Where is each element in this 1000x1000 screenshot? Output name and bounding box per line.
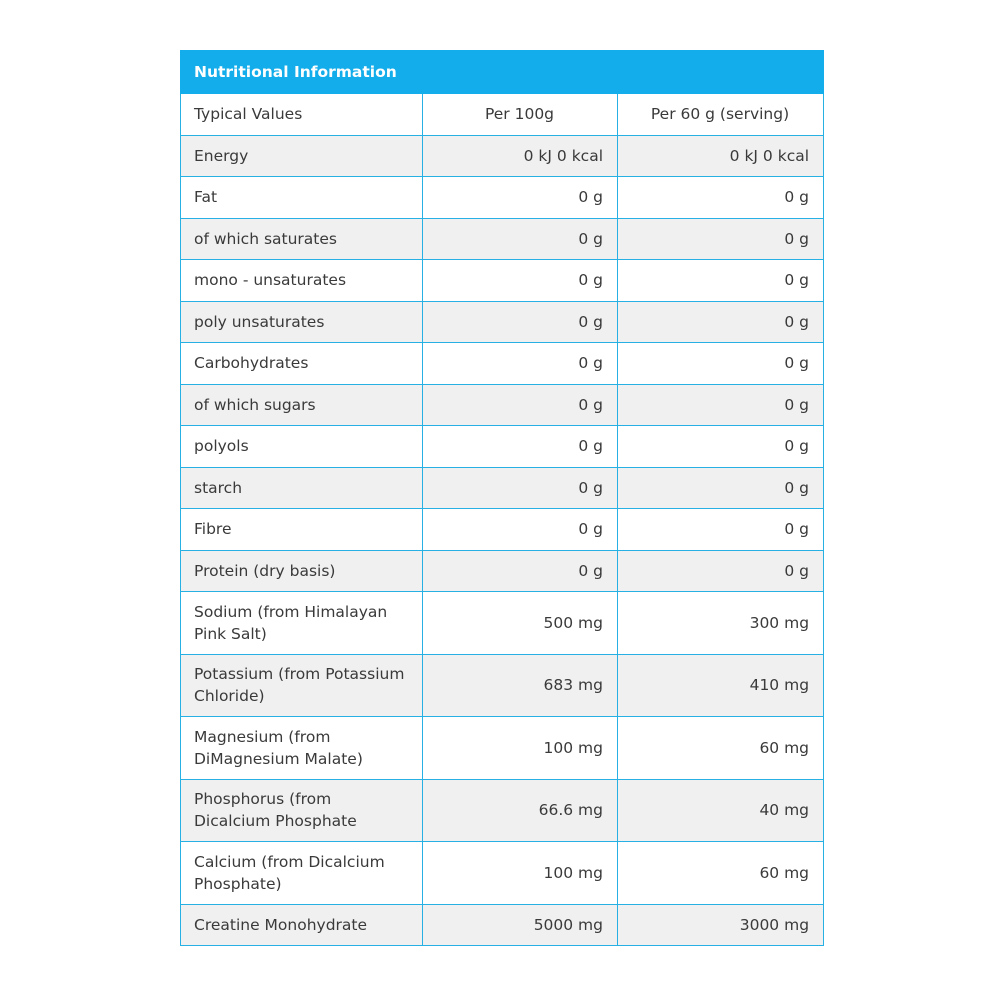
per-100g-value-cell: 0 g	[423, 509, 618, 551]
per-serving-value-cell: 0 g	[618, 550, 824, 592]
table-row	[181, 842, 824, 905]
per-100g-value-cell: 100 mg	[423, 842, 618, 905]
nutrition-table	[180, 50, 824, 946]
table-row	[181, 467, 824, 509]
nutrient-name-cell: Creatine Monohydrate	[181, 904, 423, 946]
table-row	[181, 592, 824, 655]
table-row	[181, 218, 824, 260]
per-serving-value-cell: 60 mg	[618, 717, 824, 780]
nutrient-name-cell: Phosphorus (from Dicalcium Phosphate	[181, 779, 423, 842]
per-serving-value-cell: 0 g	[618, 467, 824, 509]
per-100g-value-cell: 0 kJ 0 kcal	[423, 135, 618, 177]
per-100g-value-cell: 0 g	[423, 384, 618, 426]
per-100g-value-cell: 66.6 mg	[423, 779, 618, 842]
per-serving-value-cell: 0 kJ 0 kcal	[618, 135, 824, 177]
table-row	[181, 779, 824, 842]
per-100g-value-cell: 0 g	[423, 301, 618, 343]
per-serving-value-cell: 0 g	[618, 426, 824, 468]
per-100g-value-cell: 100 mg	[423, 717, 618, 780]
per-serving-value-cell: 410 mg	[618, 654, 824, 717]
table-row	[181, 550, 824, 592]
nutrient-name-cell: polyols	[181, 426, 423, 468]
table-row	[181, 301, 824, 343]
table-row	[181, 509, 824, 551]
table-title-row	[181, 51, 824, 94]
nutrient-name-cell: Sodium (from Himalayan Pink Salt)	[181, 592, 423, 655]
per-serving-value-cell: 0 g	[618, 177, 824, 219]
nutrient-name-cell: Potassium (from Potassium Chloride)	[181, 654, 423, 717]
per-100g-value-cell: 0 g	[423, 218, 618, 260]
column-header-row	[181, 94, 824, 136]
table-row	[181, 260, 824, 302]
table-row	[181, 904, 824, 946]
per-100g-value-cell: 0 g	[423, 343, 618, 385]
nutrient-name-cell: of which sugars	[181, 384, 423, 426]
per-100g-value-cell: 0 g	[423, 260, 618, 302]
table-body	[181, 94, 824, 946]
table-row	[181, 426, 824, 468]
table-title: Nutritional Information	[181, 51, 824, 94]
nutrient-name-cell: Energy	[181, 135, 423, 177]
column-header-typical-values: Typical Values	[181, 94, 423, 136]
per-100g-value-cell: 683 mg	[423, 654, 618, 717]
per-serving-value-cell: 300 mg	[618, 592, 824, 655]
per-serving-value-cell: 0 g	[618, 509, 824, 551]
per-100g-value-cell: 5000 mg	[423, 904, 618, 946]
per-serving-value-cell: 0 g	[618, 343, 824, 385]
nutrient-name-cell: Carbohydrates	[181, 343, 423, 385]
nutrient-name-cell: Calcium (from Dicalcium Phosphate)	[181, 842, 423, 905]
nutrient-name-cell: Protein (dry basis)	[181, 550, 423, 592]
nutrient-name-cell: starch	[181, 467, 423, 509]
per-serving-value-cell: 0 g	[618, 301, 824, 343]
column-header-per-100g: Per 100g	[423, 94, 618, 136]
per-serving-value-cell: 0 g	[618, 218, 824, 260]
table-row	[181, 135, 824, 177]
table-row	[181, 343, 824, 385]
nutrient-name-cell: poly unsaturates	[181, 301, 423, 343]
table-row	[181, 177, 824, 219]
nutrient-name-cell: Fibre	[181, 509, 423, 551]
per-100g-value-cell: 0 g	[423, 426, 618, 468]
per-100g-value-cell: 500 mg	[423, 592, 618, 655]
table-row	[181, 654, 824, 717]
per-serving-value-cell: 0 g	[618, 384, 824, 426]
per-100g-value-cell: 0 g	[423, 177, 618, 219]
per-serving-value-cell: 0 g	[618, 260, 824, 302]
per-serving-value-cell: 40 mg	[618, 779, 824, 842]
per-100g-value-cell: 0 g	[423, 467, 618, 509]
table-row	[181, 384, 824, 426]
table-row	[181, 717, 824, 780]
nutrient-name-cell: Magnesium (from DiMagnesium Malate)	[181, 717, 423, 780]
per-serving-value-cell: 60 mg	[618, 842, 824, 905]
nutrient-name-cell: of which saturates	[181, 218, 423, 260]
column-header-per-serving: Per 60 g (serving)	[618, 94, 824, 136]
nutrient-name-cell: mono - unsaturates	[181, 260, 423, 302]
nutrient-name-cell: Fat	[181, 177, 423, 219]
per-100g-value-cell: 0 g	[423, 550, 618, 592]
per-serving-value-cell: 3000 mg	[618, 904, 824, 946]
